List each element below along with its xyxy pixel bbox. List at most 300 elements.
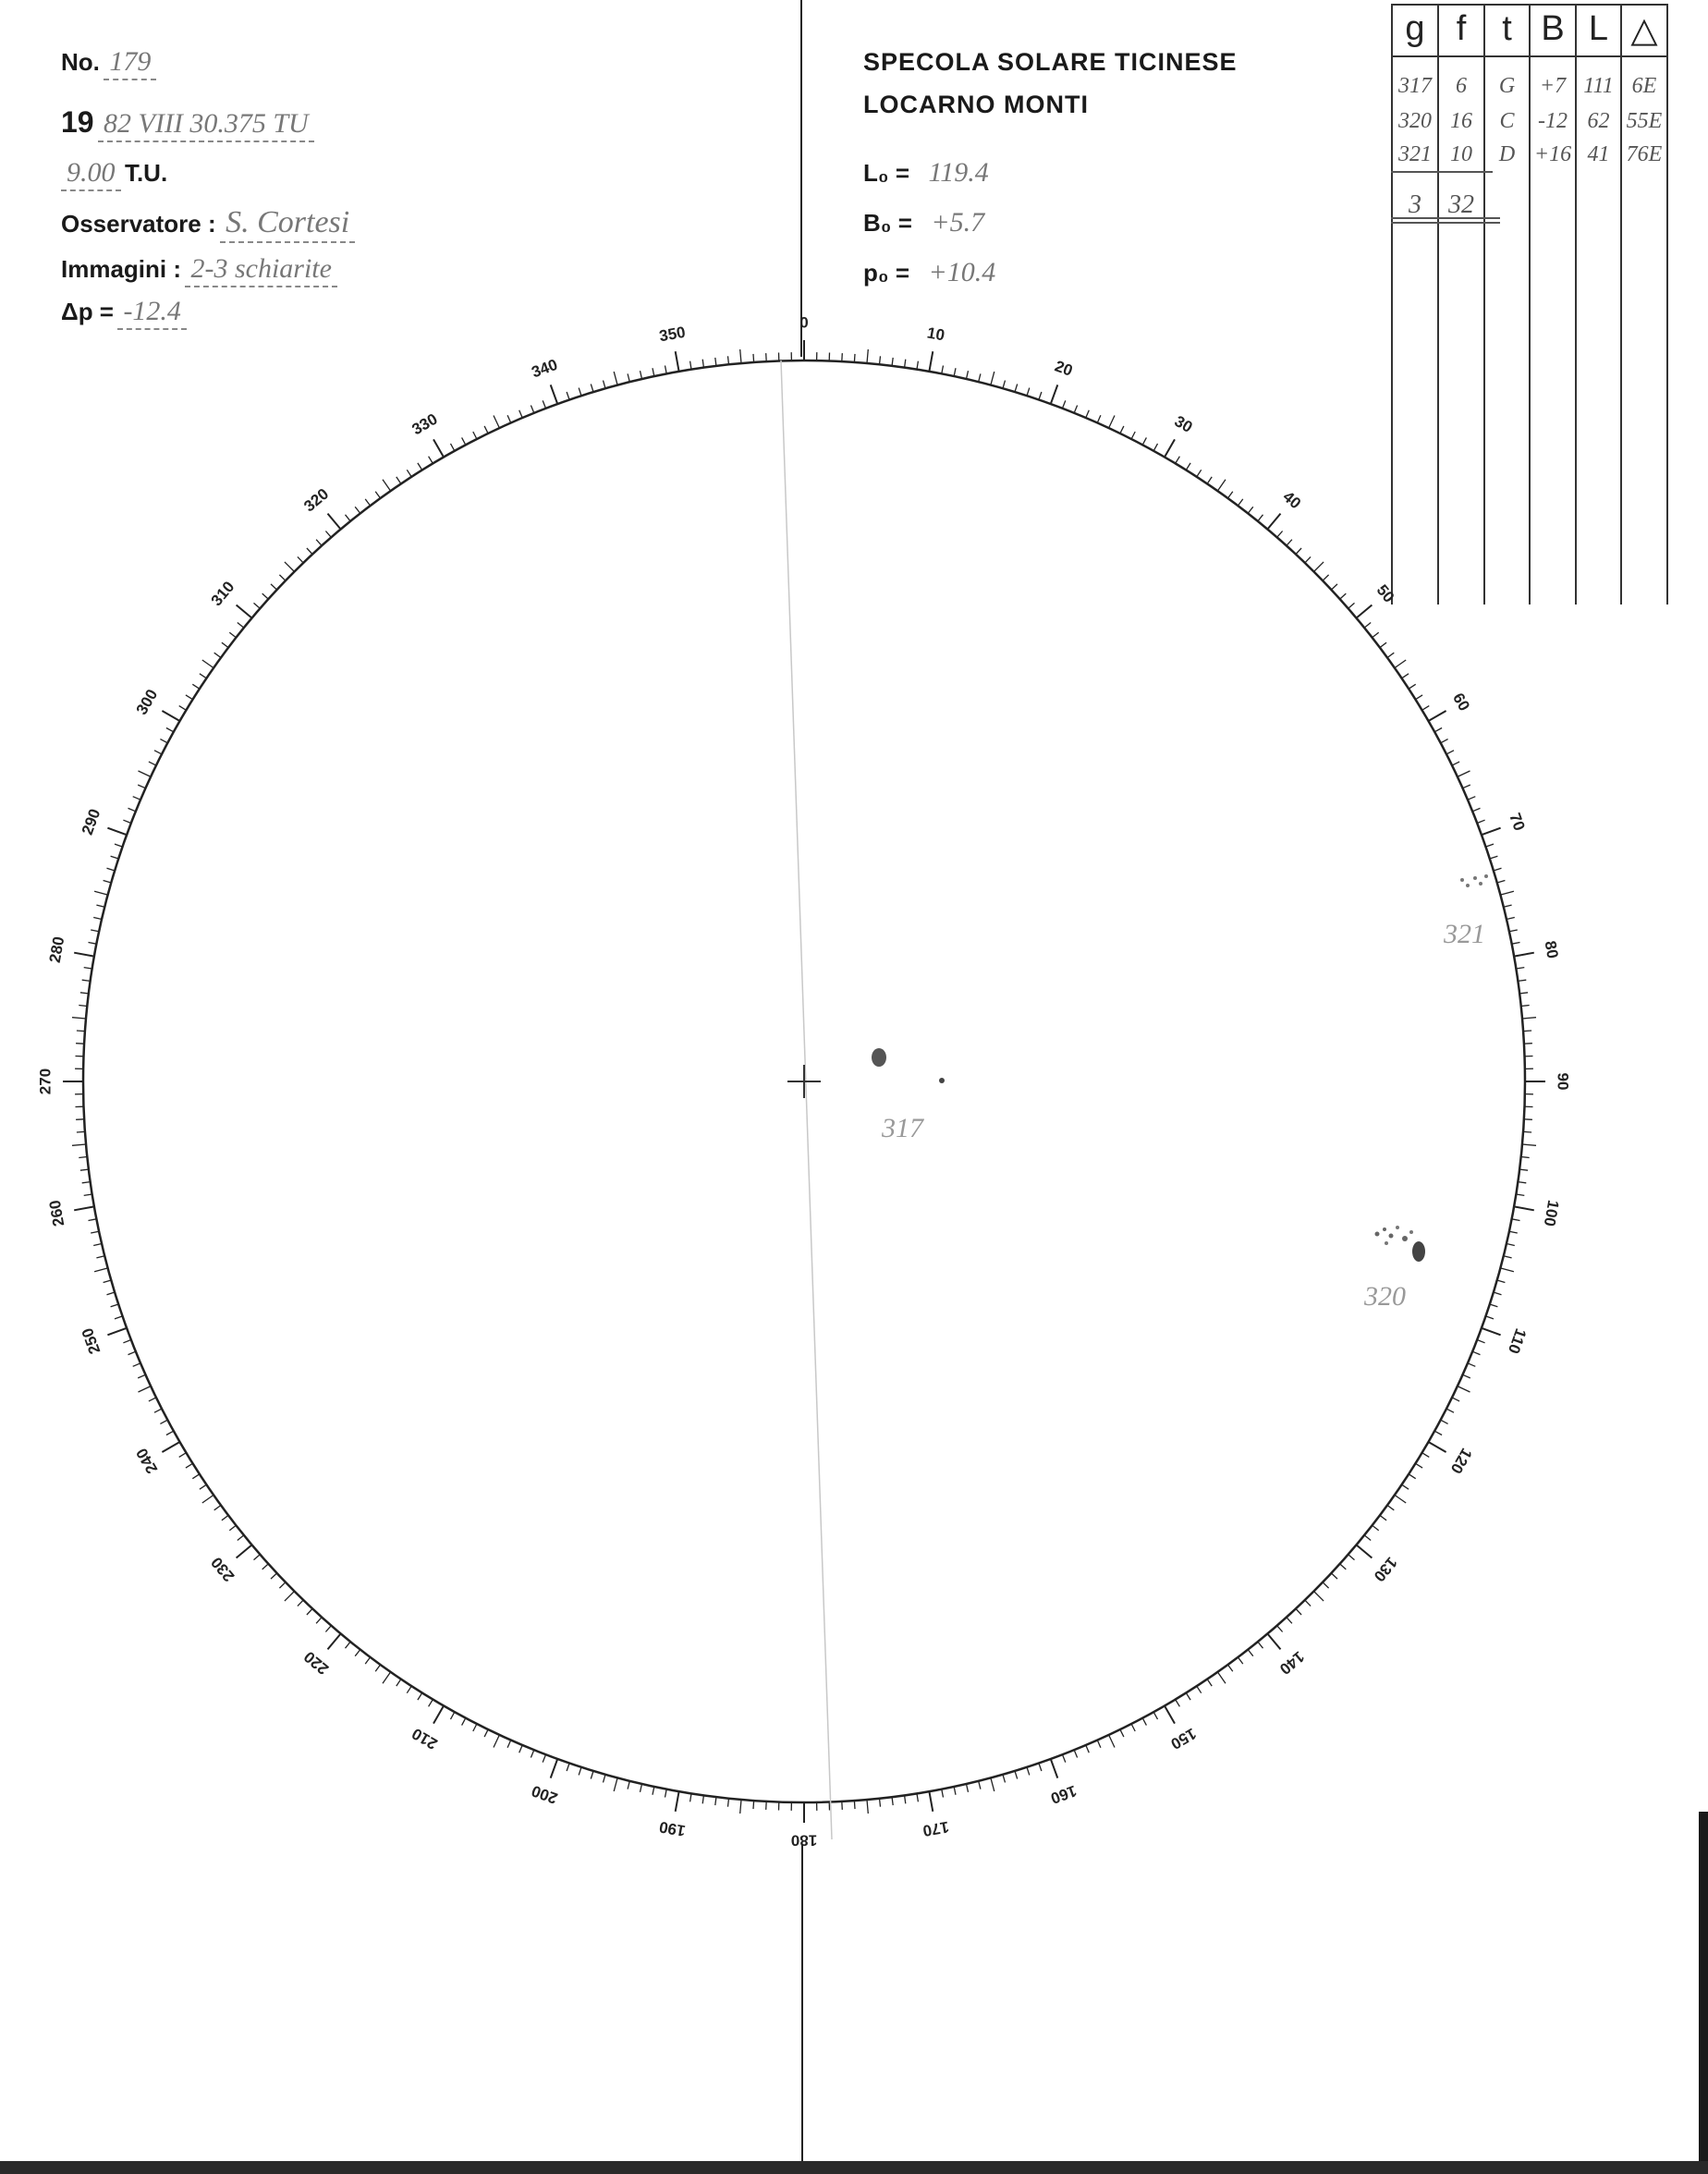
degree-tick (1504, 1256, 1512, 1258)
degree-label-280: 280 (45, 934, 68, 965)
degree-tick (328, 514, 341, 530)
degree-tick (1518, 1182, 1526, 1183)
degree-tick (365, 1657, 370, 1664)
degree-label-340: 340 (529, 355, 560, 382)
degree-tick (880, 1799, 881, 1807)
degree-tick (1039, 392, 1042, 400)
table-cell: 111 (1583, 74, 1614, 98)
degree-tick (1524, 1119, 1532, 1120)
degree-tick (1429, 1442, 1446, 1452)
degree-tick (942, 1789, 944, 1798)
degree-tick (1228, 1665, 1233, 1671)
degree-tick (123, 820, 130, 823)
sunspot (1466, 884, 1470, 887)
degree-tick (867, 349, 868, 363)
degree-tick (892, 1797, 893, 1805)
degree-tick (614, 1777, 617, 1791)
degree-label-50: 50 (1372, 580, 1398, 606)
degree-label-160: 160 (1048, 1781, 1080, 1808)
degree-label-20: 20 (1052, 357, 1075, 380)
degree-tick (567, 1764, 569, 1772)
degree-tick (1027, 1767, 1030, 1776)
degree-tick (702, 1795, 703, 1803)
degree-tick (1097, 1740, 1101, 1748)
degree-label-250: 250 (78, 1325, 104, 1357)
table-cell: +7 (1539, 74, 1567, 98)
ephemeris-b0-value: +5.7 (931, 207, 985, 238)
degree-tick (1490, 1304, 1498, 1307)
degree-tick (1387, 653, 1394, 657)
degree-tick (604, 381, 606, 389)
degree-tick (160, 1420, 167, 1423)
degree-tick (179, 1453, 187, 1458)
degree-tick (279, 575, 286, 580)
degree-tick (1446, 751, 1454, 754)
table-header-delta: △ (1630, 11, 1658, 50)
degree-tick (1277, 1626, 1283, 1632)
degree-label-40: 40 (1279, 487, 1305, 513)
degree-tick (1332, 1573, 1338, 1579)
degree-label-30: 30 (1171, 412, 1196, 436)
degree-tick (531, 406, 533, 413)
degree-tick (133, 797, 140, 800)
group-label-320: 320 (1364, 1281, 1406, 1312)
degree-tick (551, 1759, 558, 1778)
degree-tick (1323, 1582, 1329, 1588)
degree-tick (138, 785, 145, 788)
degree-label-0: 0 (799, 313, 809, 332)
degree-tick (579, 388, 581, 397)
table-cell: 6E (1631, 74, 1657, 98)
degree-tick (676, 1791, 679, 1812)
degree-tick (285, 562, 295, 572)
degree-tick (1458, 1386, 1470, 1392)
degree-tick (929, 351, 933, 372)
degree-tick (396, 477, 401, 484)
degree-tick (451, 1712, 455, 1719)
ephemeris-p0-value: +10.4 (928, 257, 996, 287)
degree-tick (1267, 514, 1280, 530)
degree-tick (1186, 463, 1190, 470)
degree-tick (1494, 1292, 1502, 1295)
degree-tick (76, 1119, 84, 1120)
degree-tick (200, 1484, 207, 1489)
degree-tick (1296, 1609, 1301, 1616)
degree-tick (1176, 1700, 1180, 1707)
ephemeris-b0-label: B₀ = (863, 209, 912, 237)
degree-tick (166, 728, 174, 732)
degree-tick (1186, 1693, 1190, 1701)
degree-tick (1416, 695, 1423, 700)
degree-tick (1477, 820, 1484, 823)
degree-label-230: 230 (207, 1553, 238, 1585)
degree-tick (104, 881, 112, 884)
degree-tick (262, 1564, 269, 1569)
degree-tick (1446, 1409, 1454, 1412)
degree-tick (1372, 632, 1379, 638)
degree-tick (604, 1775, 606, 1783)
degree-label-220: 220 (300, 1647, 333, 1679)
degree-tick (1332, 584, 1338, 590)
degree-tick (702, 360, 703, 368)
degree-tick (1519, 1169, 1528, 1170)
degree-tick (867, 1800, 868, 1814)
degree-tick (1074, 406, 1077, 413)
degree-tick (473, 432, 477, 439)
degree-tick (967, 371, 969, 379)
degree-label-70: 70 (1506, 811, 1529, 834)
degree-tick (149, 1398, 156, 1401)
degree-tick (1434, 1431, 1442, 1435)
table-total-groups: 3 (1409, 190, 1421, 219)
degree-tick (254, 1555, 261, 1560)
degree-tick (1387, 1506, 1394, 1510)
degree-tick (507, 1740, 511, 1748)
time-unit: T.U. (124, 159, 168, 187)
degree-tick (531, 1750, 533, 1757)
degree-tick (1463, 1374, 1470, 1378)
degree-tick (94, 891, 108, 895)
degree-tick (396, 1679, 401, 1687)
degree-tick (1296, 548, 1301, 555)
degree-tick (1395, 660, 1406, 668)
degree-tick (942, 366, 944, 374)
degree-tick (640, 1784, 642, 1792)
degree-tick (1207, 1679, 1212, 1687)
degree-tick (123, 1340, 130, 1343)
degree-tick (365, 499, 370, 506)
degree-tick (1507, 918, 1515, 920)
degree-tick (1340, 593, 1347, 599)
degree-tick (1434, 728, 1442, 732)
degree-tick (229, 1525, 236, 1531)
degree-tick (1197, 470, 1202, 477)
degree-tick (728, 356, 729, 364)
degree-tick (160, 739, 167, 743)
degree-tick (279, 1582, 286, 1588)
degree-tick (298, 1600, 303, 1606)
degree-tick (1472, 1351, 1480, 1354)
degree-tick (1238, 1657, 1242, 1664)
degree-tick (1441, 739, 1448, 743)
degree-tick (1131, 1724, 1135, 1731)
degree-tick (462, 437, 466, 445)
degree-tick (1452, 762, 1459, 765)
central-meridian-line (781, 360, 832, 1839)
degree-tick (346, 1642, 351, 1648)
institution-line-1: SPECOLA SOLARE TICINESE (863, 48, 1238, 76)
degree-tick (1422, 1453, 1430, 1458)
degree-tick (507, 415, 511, 422)
degree-label-10: 10 (925, 324, 946, 345)
degree-label-330: 330 (409, 409, 441, 439)
degree-tick (139, 1386, 152, 1392)
degree-tick (316, 1618, 322, 1624)
degree-tick (214, 653, 221, 657)
degree-tick (842, 353, 843, 361)
degree-label-240: 240 (132, 1445, 162, 1477)
degree-tick (80, 1169, 89, 1170)
degree-tick (375, 1665, 380, 1671)
sunspot (1484, 874, 1488, 878)
degree-tick (1512, 1219, 1520, 1221)
ephemeris-p0-label: p₀ = (863, 259, 910, 287)
degree-tick (1458, 771, 1470, 776)
degree-tick (1248, 1650, 1253, 1656)
sunspot (1409, 1230, 1413, 1234)
degree-tick (162, 1442, 179, 1452)
degree-tick (237, 1545, 252, 1557)
degree-tick (107, 868, 116, 871)
degree-tick (418, 1693, 422, 1701)
degree-tick (133, 1363, 140, 1367)
table-header-g: g (1405, 9, 1425, 48)
degree-tick (1340, 1564, 1347, 1569)
sunspot (1412, 1241, 1425, 1262)
degree-tick (1521, 1157, 1530, 1158)
degree-tick (1197, 1686, 1202, 1693)
degree-tick (407, 470, 411, 477)
degree-tick (80, 993, 89, 994)
degree-tick (1287, 1618, 1292, 1624)
year-prefix: 19 (61, 105, 94, 139)
degree-tick (473, 1724, 477, 1731)
sunspot (1479, 882, 1482, 885)
degree-tick (166, 1431, 174, 1435)
degree-tick (1120, 426, 1124, 434)
degree-tick (1003, 381, 1006, 389)
degree-tick (1323, 575, 1329, 580)
table-cell: 76E (1626, 142, 1663, 166)
degree-tick (1380, 642, 1386, 647)
degree-tick (854, 1801, 855, 1809)
degree-tick (715, 358, 716, 366)
degree-tick (84, 968, 92, 969)
degree-tick (84, 1194, 92, 1195)
degree-tick (1522, 1144, 1536, 1145)
ephemeris-l0-label: L₀ = (863, 159, 910, 187)
degree-tick (567, 392, 569, 400)
degree-tick (1258, 515, 1263, 521)
ephemeris-l0-value: 119.4 (928, 157, 989, 188)
degree-tick (579, 1767, 581, 1776)
degree-tick (1086, 1745, 1090, 1753)
table-cell: 16 (1450, 109, 1472, 133)
group-label-321: 321 (1444, 919, 1485, 949)
degree-tick (1357, 1545, 1372, 1557)
degree-tick (107, 828, 127, 836)
degree-tick (892, 358, 893, 366)
degree-tick (519, 1745, 523, 1753)
degree-tick (111, 856, 119, 859)
degree-tick (1518, 980, 1526, 981)
date-value: 82 VIII 30.375 TU (98, 108, 314, 142)
degree-tick (1120, 1729, 1124, 1737)
degree-tick (1452, 1398, 1459, 1401)
degree-tick (1468, 797, 1475, 800)
degree-tick (628, 1781, 629, 1789)
degree-tick (543, 400, 545, 408)
table-cell: 317 (1398, 74, 1432, 98)
degree-tick (154, 751, 162, 754)
degree-tick (1153, 1712, 1157, 1719)
degree-label-170: 170 (921, 1817, 951, 1840)
images-value: 2-3 schiarite (185, 253, 336, 287)
table-cell: 10 (1450, 142, 1472, 166)
degree-tick (1490, 856, 1498, 859)
degree-tick (1519, 993, 1528, 994)
table-cell: 6 (1456, 74, 1467, 98)
degree-tick (355, 1650, 360, 1656)
degree-tick (1267, 1634, 1280, 1650)
sunspot (1396, 1226, 1399, 1229)
degree-tick (1277, 531, 1283, 538)
degree-tick (979, 373, 981, 382)
degree-tick (74, 953, 94, 957)
degree-tick (1402, 1484, 1409, 1489)
degree-tick (1497, 881, 1506, 884)
degree-tick (433, 439, 444, 457)
degree-tick (551, 385, 558, 404)
degree-tick (1380, 1515, 1386, 1520)
degree-tick (1357, 605, 1372, 618)
degree-tick (929, 1791, 933, 1812)
table-cell: G (1498, 74, 1516, 98)
degree-tick (1109, 416, 1115, 429)
degree-tick (429, 1700, 433, 1707)
degree-tick (1217, 1672, 1226, 1683)
degree-tick (1509, 1231, 1518, 1233)
degree-tick (162, 711, 179, 721)
degree-tick (1131, 432, 1135, 439)
degree-tick (77, 1131, 85, 1132)
degree-tick (107, 1328, 127, 1336)
degree-tick (111, 1304, 119, 1307)
observer-label: Osservatore : (61, 210, 216, 238)
degree-tick (79, 1157, 87, 1158)
degree-tick (298, 556, 303, 563)
degree-tick (954, 1787, 956, 1795)
degree-tick (96, 1256, 104, 1258)
degree-tick (462, 1718, 466, 1726)
table-total-spots: 32 (1448, 190, 1474, 219)
degree-tick (640, 371, 642, 379)
degree-tick (979, 1781, 981, 1789)
table-header-f: f (1456, 9, 1467, 48)
degree-tick (1402, 674, 1409, 678)
table-cell: 321 (1398, 142, 1432, 166)
sunspot (1389, 1234, 1394, 1239)
degree-tick (494, 416, 499, 429)
degree-tick (1027, 388, 1030, 397)
sunspot (939, 1078, 945, 1083)
degree-label-110: 110 (1504, 1325, 1531, 1356)
degree-tick (1500, 1268, 1514, 1272)
degree-label-90: 90 (1554, 1072, 1572, 1091)
sunspot (1383, 1227, 1386, 1231)
degree-tick (229, 632, 236, 638)
degree-tick (429, 457, 433, 464)
degree-tick (1287, 540, 1292, 546)
degree-tick (418, 463, 422, 470)
degree-tick (139, 771, 152, 776)
degree-label-130: 130 (1370, 1553, 1401, 1585)
table-cell: 320 (1398, 109, 1432, 133)
scan-bottom-edge (0, 2161, 1708, 2174)
table-header-b: B (1541, 9, 1565, 48)
degree-tick (346, 515, 351, 521)
degree-tick (214, 1506, 221, 1510)
degree-tick (1409, 684, 1416, 689)
degree-tick (653, 1787, 654, 1795)
degree-tick (307, 1609, 312, 1616)
degree-label-180: 180 (790, 1831, 818, 1850)
degree-tick (222, 1515, 228, 1520)
degree-tick (1314, 1592, 1324, 1602)
degree-tick (543, 1754, 545, 1762)
degree-tick (1441, 1420, 1448, 1423)
table-cell: C (1499, 109, 1515, 133)
degree-tick (991, 372, 994, 385)
degree-tick (325, 531, 331, 538)
degree-tick (1217, 480, 1226, 491)
degree-tick (355, 507, 360, 513)
degree-tick (237, 605, 252, 618)
degree-tick (128, 1351, 136, 1354)
degree-tick (905, 1795, 906, 1803)
degree-tick (375, 492, 380, 498)
degree-tick (519, 410, 523, 418)
degree-tick (1207, 477, 1212, 484)
degree-tick (128, 808, 136, 811)
degree-tick (1314, 562, 1324, 572)
degree-tick (138, 1374, 145, 1378)
degree-tick (1507, 1244, 1515, 1246)
degree-tick (1494, 868, 1502, 871)
images-label: Immagini : (61, 255, 182, 283)
degree-tick (93, 1244, 102, 1246)
degree-tick (82, 980, 91, 981)
degree-tick (202, 660, 214, 668)
degree-tick (72, 1018, 86, 1019)
degree-tick (484, 426, 488, 434)
degree-tick (407, 1686, 411, 1693)
degree-tick (1514, 953, 1534, 957)
degree-tick (1003, 1775, 1006, 1783)
degree-label-100: 100 (1540, 1198, 1563, 1228)
table-cell: 41 (1587, 142, 1610, 166)
degree-tick (967, 1784, 969, 1792)
degree-tick (271, 1573, 277, 1579)
degree-tick (917, 361, 918, 370)
degree-tick (79, 1006, 87, 1007)
degree-label-190: 190 (657, 1817, 688, 1840)
degree-label-310: 310 (207, 578, 238, 610)
degree-tick (186, 1463, 193, 1468)
degree-tick (1486, 1316, 1494, 1319)
degree-tick (1097, 415, 1101, 422)
degree-tick (753, 354, 754, 362)
institution-line-2: LOCARNO MONTI (863, 91, 1089, 118)
degree-tick (192, 1474, 200, 1479)
degree-tick (1051, 1759, 1058, 1778)
degree-tick (115, 1316, 123, 1319)
degree-tick (1522, 1018, 1536, 1019)
degree-tick (451, 444, 455, 451)
sunspot (1402, 1236, 1408, 1241)
degree-tick (653, 368, 654, 376)
degree-tick (1512, 943, 1520, 945)
